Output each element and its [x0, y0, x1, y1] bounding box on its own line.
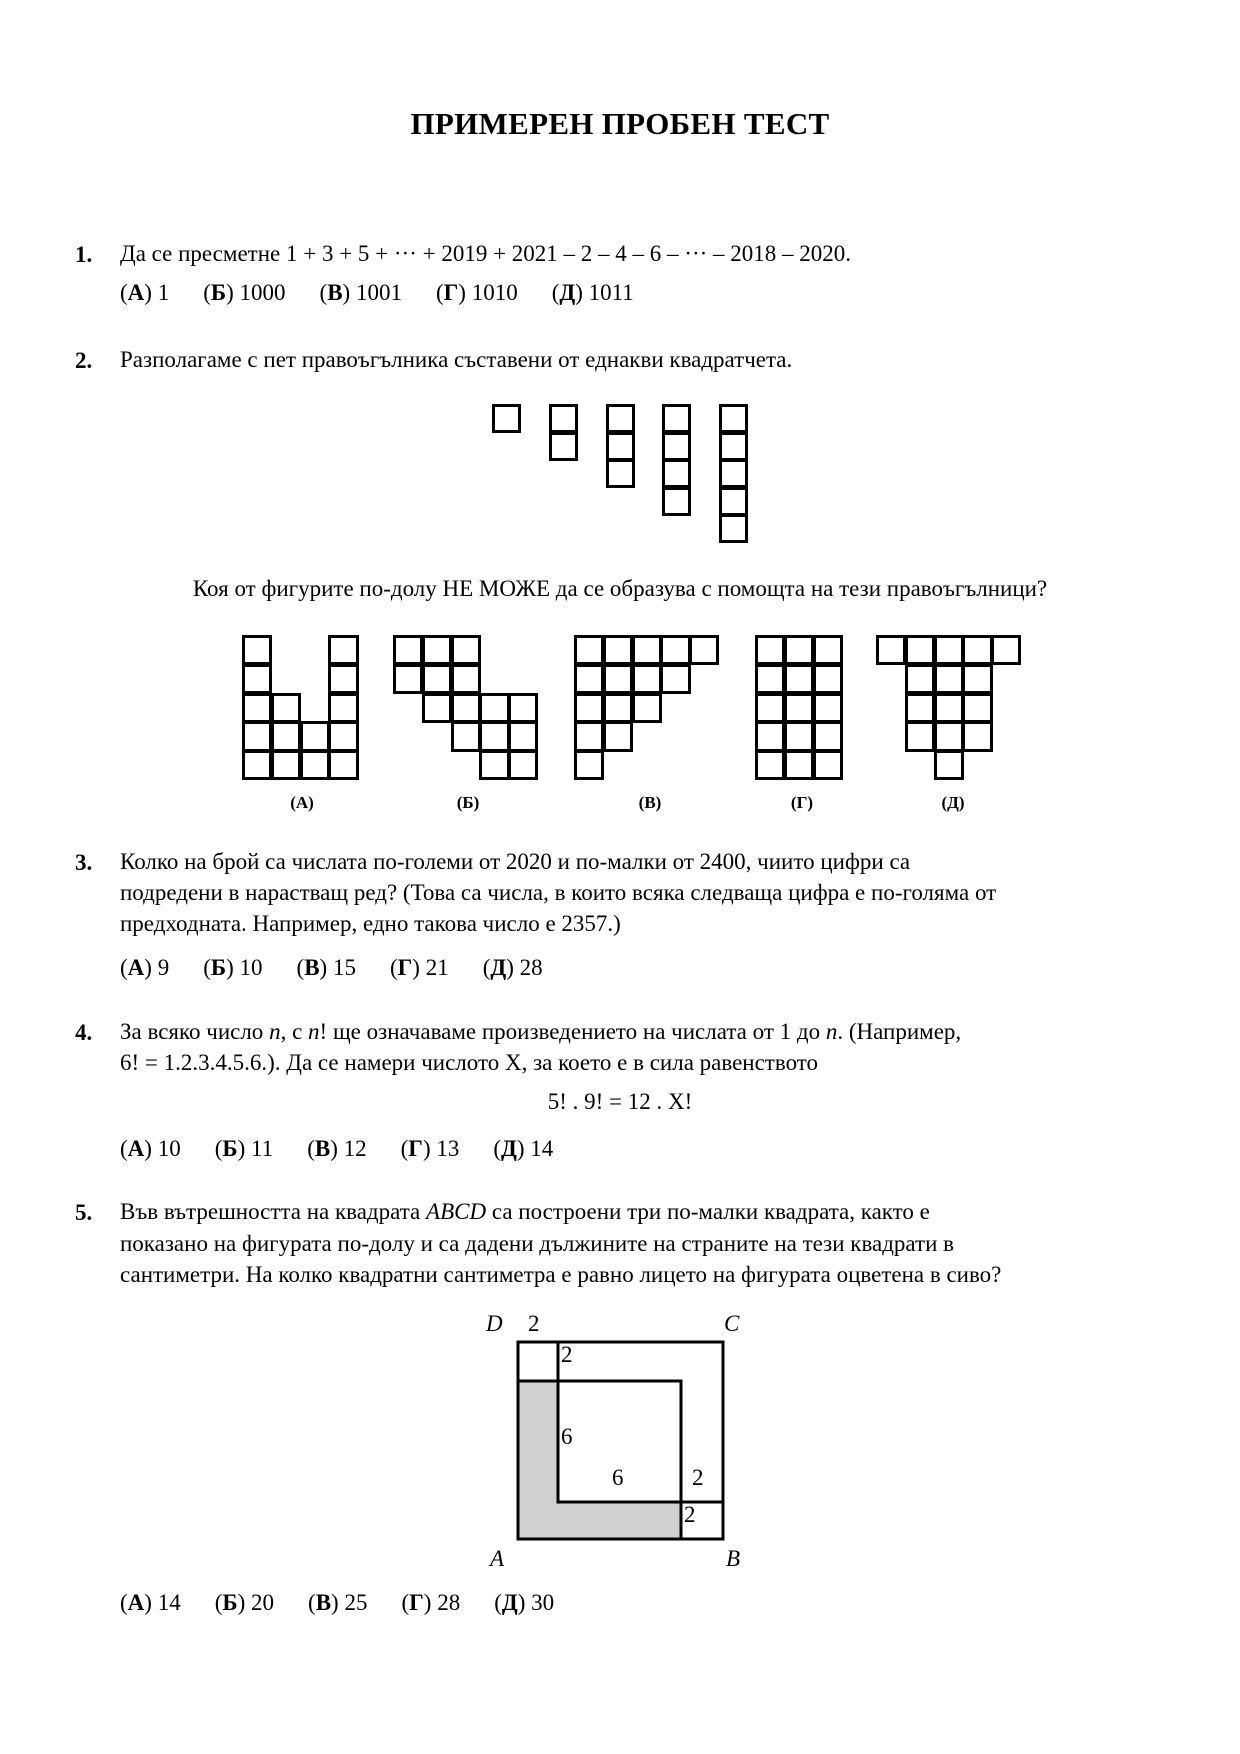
length-label: 2	[528, 1311, 540, 1336]
vertex-d-label: D	[486, 1311, 503, 1336]
option-b[interactable]: (Б) 20	[214, 1590, 275, 1615]
option-c[interactable]: (В) 12	[307, 1136, 367, 1161]
option-a[interactable]: (А) 10	[120, 1136, 181, 1161]
question-text-line-2: 6! = 1.2.3.4.5.6.). Да се намери числото Х, за което е в сила равенството	[120, 1050, 819, 1075]
question-text-line-3: предходната. Например, едно такова число е 2357.)	[120, 911, 621, 936]
option-e[interactable]: (Д) 1011	[551, 280, 634, 305]
question-number: 3.	[75, 850, 93, 875]
option-d[interactable]: (Г) 28	[401, 1590, 461, 1615]
option-d[interactable]: (Г) 13	[400, 1136, 460, 1161]
answer-options	[120, 1590, 588, 1616]
figure-label: (Б)	[456, 793, 480, 812]
sub-question-text: Коя от фигурите по-долу НЕ МОЖЕ да се образува с помощта на тези правоъгълници?	[192, 576, 1048, 601]
option-c[interactable]: (В) 1001	[319, 280, 402, 305]
option-b[interactable]: (Б) 11	[214, 1136, 274, 1161]
option-a[interactable]: (А) 1	[120, 280, 170, 305]
vertex-a-label: A	[490, 1546, 505, 1571]
vertex-c-label: C	[724, 1311, 740, 1336]
question-text-line-2: показано на фигурата по-долу и са дадени дължините на страните на тези квадрати в	[120, 1231, 955, 1256]
option-d[interactable]: (Г) 21	[389, 955, 449, 980]
question-text-line-3: сантиметри. На колко квадратни сантиметра е равно лицето на фигурата оцветена в сиво?	[120, 1262, 1002, 1287]
question-number: 4.	[75, 1020, 93, 1045]
figure-label: (А)	[290, 793, 314, 812]
question-text-line-1: Колко на брой са числата по-големи от 2020 и по-малки от 2400, чиито цифри са	[120, 849, 911, 874]
question-text-line-1: Във вътрешността на квадрата ABCD са построени три по-малки квадрата, както е	[120, 1199, 930, 1224]
page-title: ПРИМЕРЕН ПРОБЕН ТЕСТ	[410, 106, 830, 141]
question-number: 1.	[75, 242, 93, 267]
option-a[interactable]: (А) 14	[120, 1590, 181, 1615]
length-label: 2	[684, 1502, 696, 1527]
option-c[interactable]: (В) 15	[296, 955, 356, 980]
option-e[interactable]: (Д) 28	[482, 955, 543, 980]
question-text: Да се пресметне 1 + 3 + 5 + ··· + 2019 + 2021 – 2 – 4 – 6 – ··· – 2018 – 2020.	[120, 241, 852, 266]
formula: 5! . 9! = 12 . X!	[547, 1089, 693, 1114]
length-label: 2	[561, 1342, 573, 1367]
option-a[interactable]: (А) 9	[120, 955, 170, 980]
question-text: Разполагаме с пет правоъгълника съставени от еднакви квадратчета.	[120, 347, 793, 372]
option-b[interactable]: (Б) 1000	[203, 280, 286, 305]
figure-label: (Д)	[941, 793, 965, 812]
figure-label: (Г)	[790, 793, 814, 812]
figure-label: (В)	[638, 793, 662, 812]
question-number: 2.	[75, 348, 93, 373]
length-label: 6	[612, 1465, 624, 1490]
option-b[interactable]: (Б) 10	[203, 955, 263, 980]
option-c[interactable]: (В) 25	[308, 1590, 368, 1615]
vertex-b-label: B	[726, 1546, 741, 1571]
question-text-line-2: подредени в нарастващ ред? (Това са числа, в които всяка следваща цифра е по-голяма от	[120, 880, 997, 905]
length-label: 6	[561, 1424, 573, 1449]
option-e[interactable]: (Д) 14	[493, 1136, 554, 1161]
option-d[interactable]: (Г) 1010	[435, 280, 518, 305]
question-number: 5.	[75, 1200, 93, 1225]
length-label: 2	[692, 1465, 704, 1490]
question-text-line-1: За всяко число n, с n! ще означаваме произведението на числата от 1 до n. (Например,	[120, 1019, 962, 1044]
option-e[interactable]: (Д) 30	[494, 1590, 555, 1615]
